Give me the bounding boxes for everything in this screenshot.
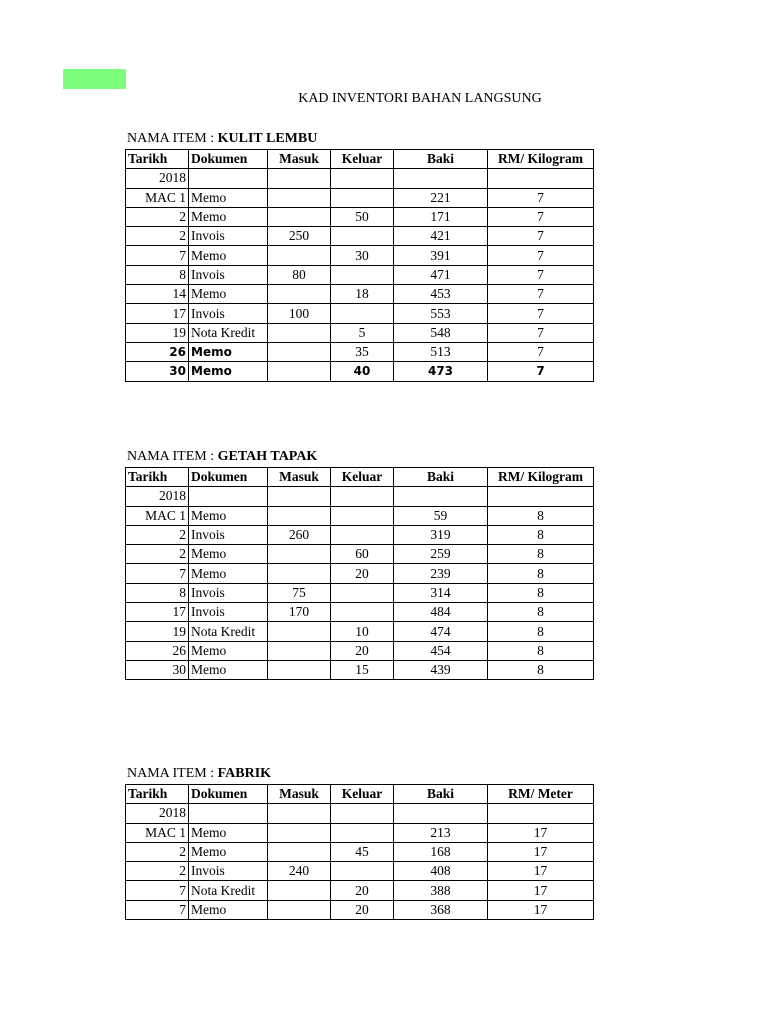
cell-keluar	[331, 304, 394, 323]
cell-baki: 474	[394, 622, 488, 641]
cell-dokumen: Memo	[189, 207, 268, 226]
cell-dokumen	[189, 804, 268, 823]
cell-dokumen	[189, 487, 268, 506]
table-row	[126, 583, 594, 602]
cell-unit-price: 7	[488, 265, 594, 284]
cell-unit-price: 17	[488, 862, 594, 881]
cell-unit-price: 8	[488, 564, 594, 583]
cell-baki: 239	[394, 564, 488, 583]
cell-masuk	[268, 842, 331, 861]
table-row	[126, 900, 594, 919]
cell-baki: 439	[394, 660, 488, 679]
table-row	[126, 323, 594, 342]
cell-masuk: 100	[268, 304, 331, 323]
cell-keluar: 20	[331, 900, 394, 919]
cell-keluar: 18	[331, 285, 394, 304]
cell-unit-price: 8	[488, 622, 594, 641]
header-unit-price: RM/ Meter	[488, 785, 594, 804]
cell-masuk	[268, 900, 331, 919]
cell-unit-price: 17	[488, 900, 594, 919]
cell-masuk	[268, 881, 331, 900]
cell-unit-price: 7	[488, 246, 594, 265]
cell-masuk	[268, 622, 331, 641]
header-unit-price: RM/ Kilogram	[488, 468, 594, 487]
cell-tarikh: 17	[126, 304, 189, 323]
cell-keluar: 45	[331, 842, 394, 861]
cell-unit-price	[488, 169, 594, 188]
cell-tarikh: 26	[126, 641, 189, 660]
cell-tarikh: 2	[126, 525, 189, 544]
cell-baki: 548	[394, 323, 488, 342]
cell-dokumen: Memo	[189, 842, 268, 861]
cell-baki: 171	[394, 207, 488, 226]
cell-tarikh: 2	[126, 842, 189, 861]
cell-tarikh: 8	[126, 265, 189, 284]
cell-keluar	[331, 804, 394, 823]
cell-keluar	[331, 603, 394, 622]
cell-masuk	[268, 545, 331, 564]
cell-baki: 314	[394, 583, 488, 602]
cell-dokumen: Nota Kredit	[189, 622, 268, 641]
cell-dokumen: Memo	[189, 823, 268, 842]
cell-tarikh: 7	[126, 564, 189, 583]
item-name: FABRIK	[217, 766, 272, 781]
inventory-table	[125, 467, 594, 680]
header-tarikh: Tarikh	[126, 785, 189, 804]
cell-dokumen: Memo	[189, 506, 268, 525]
item-line	[127, 447, 593, 467]
cell-dokumen: Memo	[189, 900, 268, 919]
cell-dokumen: Memo	[189, 188, 268, 207]
table-row	[126, 169, 594, 188]
table-row	[126, 881, 594, 900]
cell-unit-price	[488, 804, 594, 823]
cell-masuk: 75	[268, 583, 331, 602]
cell-tarikh: 2	[126, 545, 189, 564]
cell-tarikh: 2018	[126, 169, 189, 188]
table-row	[126, 304, 594, 323]
cell-dokumen: Invois	[189, 265, 268, 284]
table-row	[126, 227, 594, 246]
cell-dokumen: Invois	[189, 862, 268, 881]
item-name: GETAH TAPAK	[217, 449, 318, 464]
cell-masuk	[268, 564, 331, 583]
cell-dokumen: Memo	[189, 285, 268, 304]
inventory-table	[125, 149, 594, 382]
cell-unit-price	[488, 487, 594, 506]
cell-baki: 421	[394, 227, 488, 246]
item-prefix: NAMA ITEM :	[127, 449, 218, 464]
header-masuk: Masuk	[268, 785, 331, 804]
cell-masuk: 250	[268, 227, 331, 246]
inventory-table	[125, 784, 594, 920]
cell-dokumen: Memo	[189, 342, 268, 361]
cell-baki	[394, 169, 488, 188]
table-row	[126, 622, 594, 641]
cell-baki: 221	[394, 188, 488, 207]
header-dokumen: Dokumen	[189, 468, 268, 487]
cell-dokumen	[189, 169, 268, 188]
cell-dokumen: Invois	[189, 603, 268, 622]
cell-tarikh: 2018	[126, 804, 189, 823]
cell-tarikh: 7	[126, 881, 189, 900]
table-row	[126, 285, 594, 304]
cell-unit-price: 7	[488, 227, 594, 246]
cell-baki: 454	[394, 641, 488, 660]
cell-tarikh: 19	[126, 323, 189, 342]
cell-unit-price: 7	[488, 342, 594, 361]
cell-unit-price: 17	[488, 823, 594, 842]
cell-baki: 213	[394, 823, 488, 842]
cell-masuk	[268, 641, 331, 660]
cell-tarikh: MAC 1	[126, 506, 189, 525]
cell-tarikh: 26	[126, 342, 189, 361]
cell-keluar	[331, 188, 394, 207]
cell-unit-price: 7	[488, 304, 594, 323]
item-prefix: NAMA ITEM :	[127, 131, 218, 146]
cell-masuk	[268, 362, 331, 381]
cell-dokumen: Nota Kredit	[189, 881, 268, 900]
cell-unit-price: 8	[488, 660, 594, 679]
cell-keluar	[331, 487, 394, 506]
cell-masuk	[268, 506, 331, 525]
cell-keluar: 5	[331, 323, 394, 342]
document-title: KAD INVENTORI BAHAN LANGSUNG	[298, 91, 542, 106]
header-keluar: Keluar	[331, 785, 394, 804]
cell-dokumen: Invois	[189, 583, 268, 602]
cell-tarikh: 2018	[126, 487, 189, 506]
cell-unit-price: 7	[488, 323, 594, 342]
cell-baki: 553	[394, 304, 488, 323]
cell-masuk: 260	[268, 525, 331, 544]
cell-tarikh: 2	[126, 862, 189, 881]
cell-tarikh: 7	[126, 246, 189, 265]
header-unit-price: RM/ Kilogram	[488, 150, 594, 169]
header-masuk: Masuk	[268, 468, 331, 487]
table-row	[126, 862, 594, 881]
header-tarikh: Tarikh	[126, 468, 189, 487]
cell-keluar	[331, 583, 394, 602]
header-row	[126, 785, 594, 804]
cell-tarikh: 2	[126, 207, 189, 226]
cell-masuk	[268, 804, 331, 823]
green-highlight-marker	[63, 69, 126, 89]
cell-masuk: 240	[268, 862, 331, 881]
cell-unit-price: 7	[488, 285, 594, 304]
cell-unit-price: 8	[488, 506, 594, 525]
cell-keluar	[331, 265, 394, 284]
cell-baki: 513	[394, 342, 488, 361]
header-row	[126, 150, 594, 169]
cell-dokumen: Invois	[189, 525, 268, 544]
cell-tarikh: 19	[126, 622, 189, 641]
table-row	[126, 265, 594, 284]
cell-keluar	[331, 227, 394, 246]
cell-unit-price: 7	[488, 207, 594, 226]
header-dokumen: Dokumen	[189, 785, 268, 804]
cell-unit-price: 17	[488, 881, 594, 900]
cell-tarikh: MAC 1	[126, 823, 189, 842]
table-row	[126, 525, 594, 544]
cell-unit-price: 8	[488, 525, 594, 544]
cell-dokumen: Memo	[189, 564, 268, 583]
section-kulit-lembu	[125, 129, 593, 382]
table-row	[126, 804, 594, 823]
cell-baki: 484	[394, 603, 488, 622]
table-row	[126, 564, 594, 583]
cell-masuk	[268, 285, 331, 304]
header-baki: Baki	[394, 785, 488, 804]
item-name: KULIT LEMBU	[217, 131, 318, 146]
table-row	[126, 188, 594, 207]
cell-keluar: 35	[331, 342, 394, 361]
cell-dokumen: Memo	[189, 246, 268, 265]
header-baki: Baki	[394, 150, 488, 169]
cell-masuk: 170	[268, 603, 331, 622]
table-row	[126, 362, 594, 381]
cell-keluar	[331, 862, 394, 881]
cell-masuk	[268, 188, 331, 207]
cell-keluar: 30	[331, 246, 394, 265]
cell-keluar: 40	[331, 362, 394, 381]
table-row	[126, 823, 594, 842]
cell-unit-price: 8	[488, 545, 594, 564]
cell-baki	[394, 804, 488, 823]
cell-unit-price: 8	[488, 583, 594, 602]
cell-tarikh: 30	[126, 362, 189, 381]
header-baki: Baki	[394, 468, 488, 487]
cell-baki	[394, 487, 488, 506]
cell-unit-price: 7	[488, 362, 594, 381]
cell-tarikh: 8	[126, 583, 189, 602]
cell-masuk	[268, 342, 331, 361]
cell-keluar	[331, 169, 394, 188]
table-row	[126, 603, 594, 622]
header-masuk: Masuk	[268, 150, 331, 169]
cell-baki: 259	[394, 545, 488, 564]
cell-keluar: 10	[331, 622, 394, 641]
table-row	[126, 842, 594, 861]
section-fabrik	[125, 764, 593, 920]
cell-dokumen: Memo	[189, 362, 268, 381]
header-dokumen: Dokumen	[189, 150, 268, 169]
cell-keluar: 60	[331, 545, 394, 564]
table-row	[126, 487, 594, 506]
cell-masuk	[268, 169, 331, 188]
cell-tarikh: 17	[126, 603, 189, 622]
table-row	[126, 506, 594, 525]
cell-dokumen: Invois	[189, 304, 268, 323]
item-line	[127, 764, 593, 784]
cell-keluar: 20	[331, 641, 394, 660]
table-row	[126, 641, 594, 660]
cell-baki: 368	[394, 900, 488, 919]
cell-baki: 473	[394, 362, 488, 381]
cell-unit-price: 8	[488, 603, 594, 622]
cell-dokumen: Memo	[189, 545, 268, 564]
header-tarikh: Tarikh	[126, 150, 189, 169]
cell-masuk: 80	[268, 265, 331, 284]
cell-unit-price: 7	[488, 188, 594, 207]
item-line	[127, 129, 593, 149]
cell-masuk	[268, 660, 331, 679]
cell-keluar	[331, 506, 394, 525]
cell-unit-price: 8	[488, 641, 594, 660]
cell-masuk	[268, 487, 331, 506]
cell-masuk	[268, 207, 331, 226]
cell-baki: 388	[394, 881, 488, 900]
cell-keluar	[331, 823, 394, 842]
cell-baki: 168	[394, 842, 488, 861]
cell-baki: 408	[394, 862, 488, 881]
cell-keluar	[331, 525, 394, 544]
cell-keluar: 50	[331, 207, 394, 226]
cell-baki: 471	[394, 265, 488, 284]
cell-unit-price: 17	[488, 842, 594, 861]
item-prefix: NAMA ITEM :	[127, 766, 218, 781]
cell-tarikh: 7	[126, 900, 189, 919]
table-row	[126, 246, 594, 265]
cell-dokumen: Invois	[189, 227, 268, 246]
header-keluar: Keluar	[331, 468, 394, 487]
cell-tarikh: MAC 1	[126, 188, 189, 207]
cell-dokumen: Nota Kredit	[189, 323, 268, 342]
cell-keluar: 20	[331, 881, 394, 900]
cell-masuk	[268, 246, 331, 265]
cell-baki: 391	[394, 246, 488, 265]
header-keluar: Keluar	[331, 150, 394, 169]
cell-baki: 59	[394, 506, 488, 525]
cell-masuk	[268, 323, 331, 342]
cell-dokumen: Memo	[189, 660, 268, 679]
cell-dokumen: Memo	[189, 641, 268, 660]
table-row	[126, 342, 594, 361]
table-row	[126, 545, 594, 564]
table-row	[126, 207, 594, 226]
cell-baki: 319	[394, 525, 488, 544]
cell-keluar: 15	[331, 660, 394, 679]
cell-baki: 453	[394, 285, 488, 304]
header-row	[126, 468, 594, 487]
cell-keluar: 20	[331, 564, 394, 583]
cell-tarikh: 14	[126, 285, 189, 304]
cell-masuk	[268, 823, 331, 842]
section-getah-tapak	[125, 447, 593, 680]
cell-tarikh: 2	[126, 227, 189, 246]
table-row	[126, 660, 594, 679]
cell-tarikh: 30	[126, 660, 189, 679]
